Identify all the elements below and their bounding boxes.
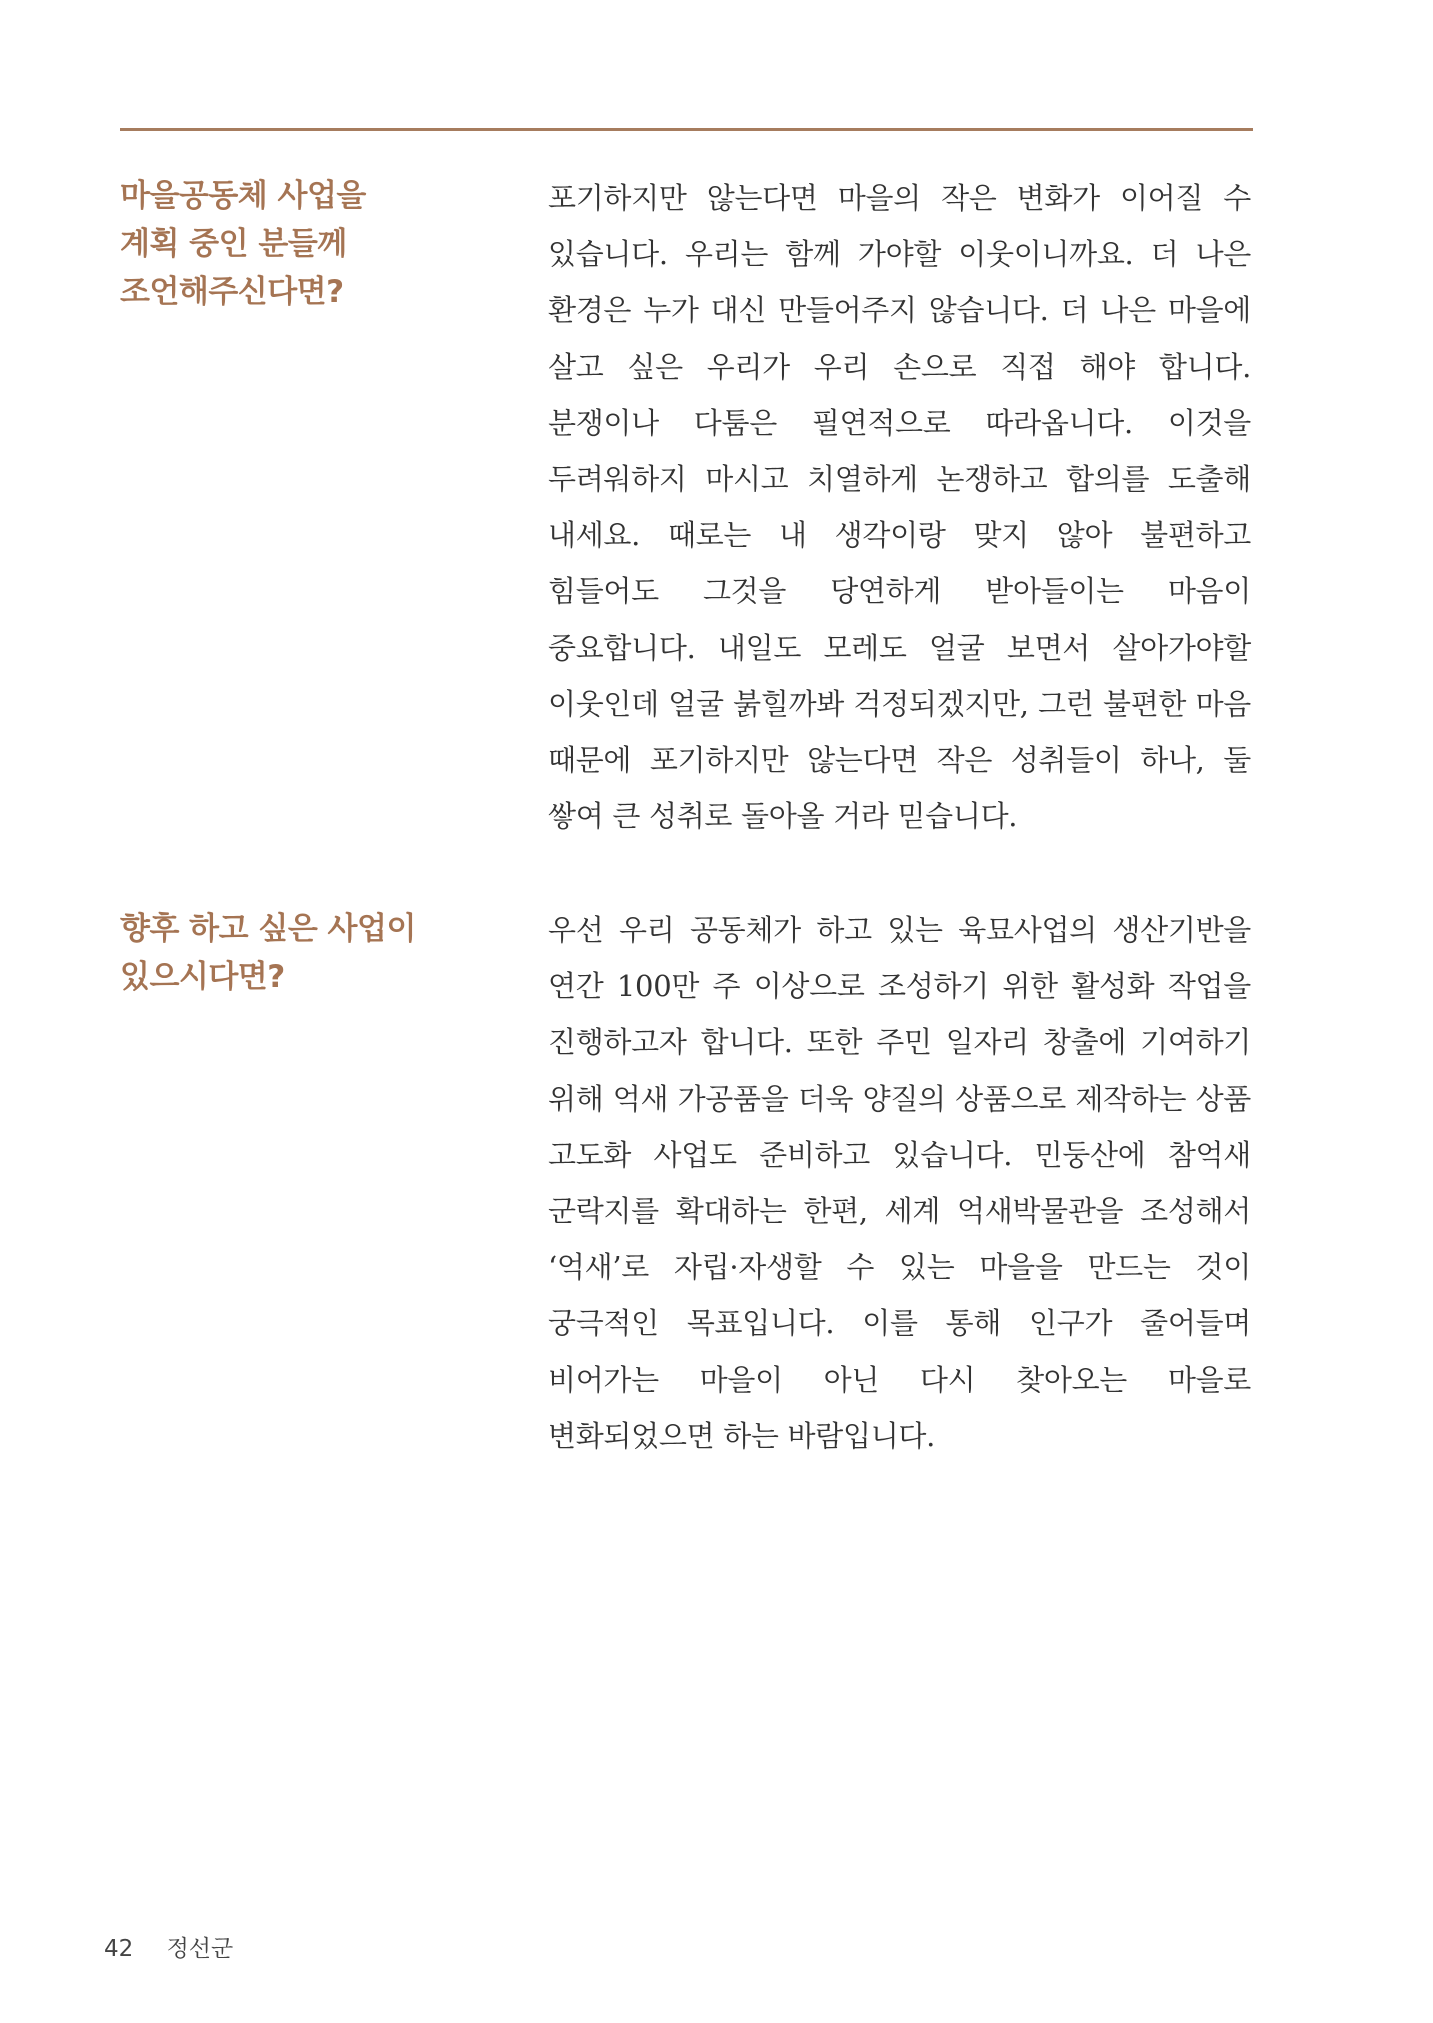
page-number: 42 bbox=[104, 1936, 134, 1962]
top-divider bbox=[120, 128, 1253, 131]
answer-paragraph: 우선 우리 공동체가 하고 있는 육묘사업의 생산기반을 연간 100만 주 이상으로 조성하기 위한 활성화 작업을 진행하고자 합니다. 또한 주민 일자리 창출에 기여하기 위해 억새 가공품을 더욱 양질의 상품으로 제작하는 상품 고도화 사업도 준비하고 있습니다. 민둥산에 참억새 군락지를 확대하는 한편, 세계 억새박물관을 조성해서 ‘억새’로 자립·자생할 수 있는 마을을 만드는 것이 궁극적인 목표입니다. 이를 통해 인구가 줄어들며 비어가는 마을이 아닌 다시 찾아오는 마을로 변화되었으면 하는 바람입니다. bbox=[548, 913, 1251, 1453]
region-name: 정선군 bbox=[166, 1936, 234, 1962]
page-footer bbox=[104, 1930, 233, 1963]
question-heading: 마을공동체 사업을 계획 중인 분들께 조언해주신다면? bbox=[120, 178, 366, 310]
question-heading: 향후 하고 싶은 사업이 있으시다면? bbox=[120, 911, 416, 995]
answer-paragraph: 포기하지만 않는다면 마을의 작은 변화가 이어질 수 있습니다. 우리는 함께 가야할 이웃이니까요. 더 나은 환경은 누가 대신 만들어주지 않습니다. 더 나은 마을에 살고 싶은 우리가 우리 손으로 직접 해야 합니다. 분쟁이나 다툼은 필연적으로 따라옵니다. 이것을 두려워하지 마시고 치열하게 논쟁하고 합의를 도출해 내세요. 때로는 내 생각이랑 맞지 않아 불편하고 힘들어도 그것을 당연하게 받아들이는 마음이 중요합니다. 내일도 모레도 얼굴 보면서 살아가야할 이웃인데 얼굴 붉힐까봐 걱정되겠지만, 그런 불편한 마음 때문에 포기하지만 않는다면 작은 성취들이 하나, 둘 쌓여 큰 성취로 돌아올 거라 믿습니다. bbox=[548, 181, 1251, 834]
